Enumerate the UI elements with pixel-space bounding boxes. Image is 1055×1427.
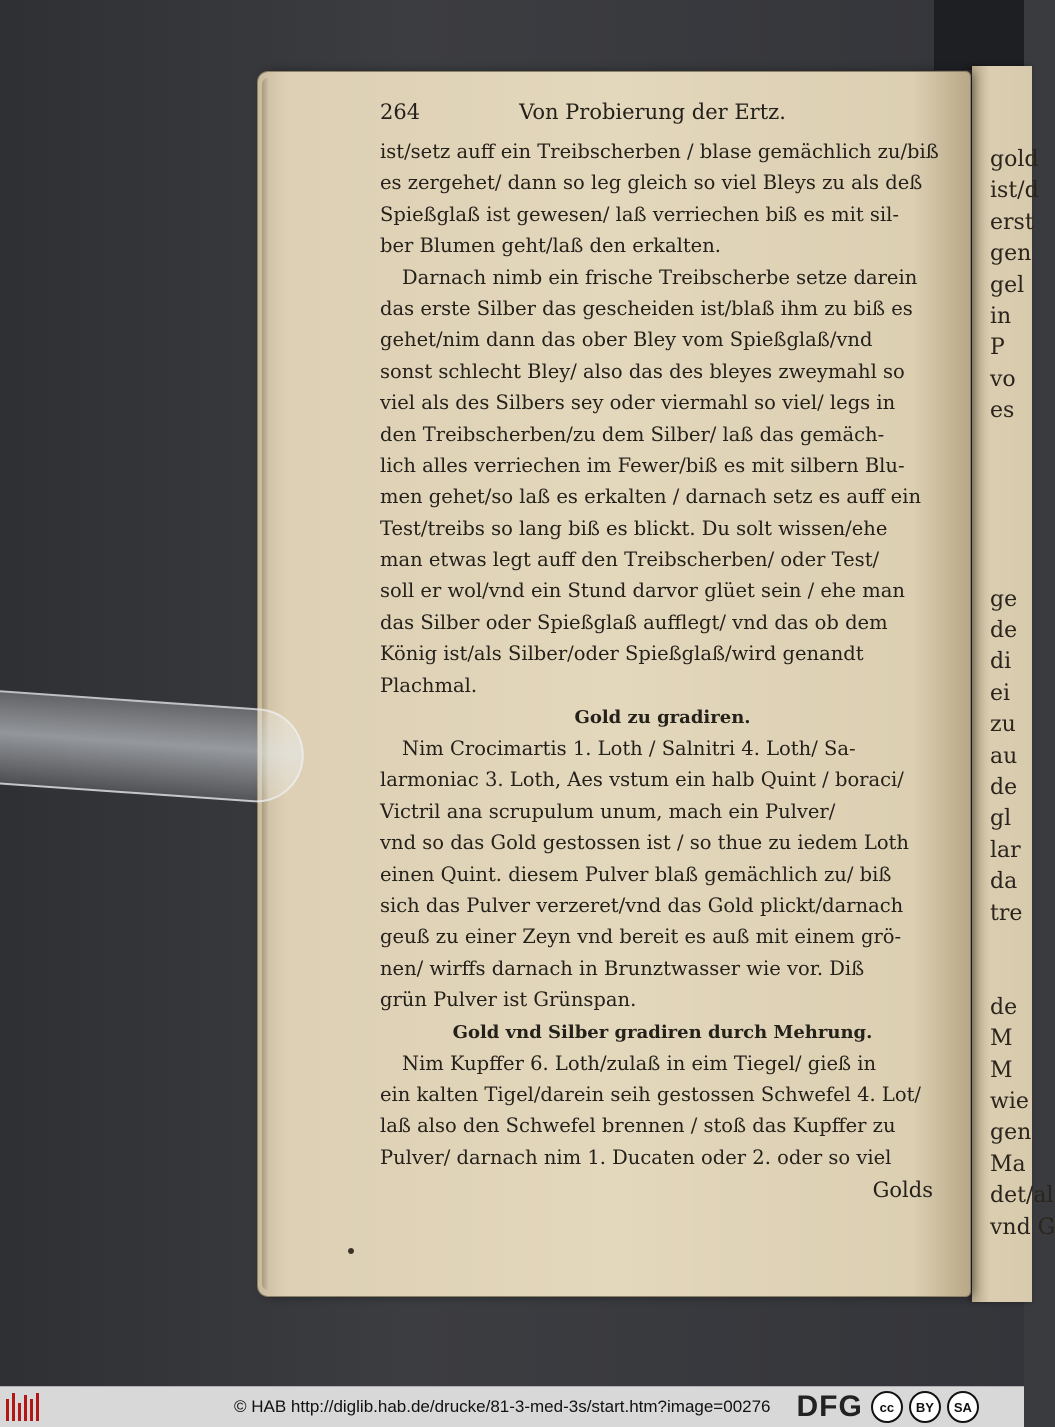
facing-page-fragment: lar <box>990 837 1021 863</box>
page-number: 264 <box>380 100 421 124</box>
text-line: man etwas legt auff den Treibscherben/ oder Test/ <box>380 548 880 572</box>
facing-page-fragment: gen <box>990 1120 1032 1146</box>
text-line: Nim Kupffer 6. Loth/zulaß in eim Tiegel/ gieß in <box>402 1051 877 1075</box>
text-line: Plachmal. <box>380 673 478 697</box>
facing-page-edge <box>972 66 1055 1302</box>
facing-page-fragment: ge <box>990 586 1018 612</box>
facing-page-fragment: zu <box>990 712 1016 738</box>
license-icons[interactable] <box>871 1391 979 1423</box>
text-line: laß also den Schwefel brennen / stoß das Kupffer zu <box>380 1114 896 1138</box>
facing-page-fragment: det/al <box>990 1183 1054 1209</box>
facing-page-fragment: Ma <box>990 1151 1026 1177</box>
facing-page-fragment: de <box>990 775 1018 800</box>
text-line: ist/setz auff ein Treibscherben / blase gemächlich zu/biß <box>380 140 939 163</box>
text-line: ein kalten Tigel/darein seih gestossen Schwefel 4. Lot/ <box>380 1082 922 1106</box>
text-line: Test/treibs so lang biß es blickt. Du solt wissen/ehe <box>380 516 888 540</box>
text-line: König ist/als Silber/oder Spießglaß/wird genandt <box>380 642 864 666</box>
page-fore-edge <box>262 78 270 1290</box>
body-text <box>380 136 945 1173</box>
by-attribution-icon: BY <box>909 1391 941 1423</box>
facing-page-fragment: di <box>990 649 1012 675</box>
text-line: Spießglaß ist gewesen/ laß verriechen biß es mit sil- <box>380 202 899 226</box>
section-heading: Gold vnd Silber gradiren durch Mehrung. <box>452 1021 873 1043</box>
signature-dot <box>348 1248 354 1254</box>
facing-page-fragment: gen <box>990 241 1032 267</box>
facing-page-fragment: de <box>990 994 1018 1020</box>
facing-page-fragment: in <box>990 304 1012 329</box>
running-head: Von Probierung der Ertz. <box>519 100 786 124</box>
facing-page-fragment: au <box>990 743 1018 769</box>
text-line: das Silber oder Spießglaß aufflegt/ vnd das ob dem <box>380 610 888 634</box>
facing-page-fragment: M <box>990 1026 1013 1052</box>
text-line: geuß zu einer Zeyn vnd bereit es auß mit einem grö- <box>380 925 902 949</box>
text-line: das erste Silber das gescheiden ist/blaß ihm zu biß es <box>380 296 913 320</box>
facing-page-fragment: gel <box>990 272 1025 298</box>
facing-page-fragment: vnd G <box>990 1214 1055 1240</box>
section-heading: Gold zu gradiren. <box>574 707 751 729</box>
text-line: es zergehet/ dann so leg gleich so viel Bleys zu als deß <box>380 171 923 195</box>
viewer-footer <box>0 1386 1024 1427</box>
text-line: Nim Crocimartis 1. Loth / Salnitri 4. Loth/ Sa- <box>402 737 856 761</box>
text-line: gehet/nim dann das ober Bley vom Spießglaß/vnd <box>380 328 873 352</box>
facing-page-fragment: ist/d <box>990 178 1039 204</box>
page-text <box>380 100 945 1207</box>
sa-share-alike-icon: SA <box>947 1391 979 1423</box>
facing-page-fragment: ei <box>990 680 1011 706</box>
text-line: ber Blumen geht/laß den erkalten. <box>380 234 721 258</box>
text-line: Darnach nimb ein frische Treibscherbe setze darein <box>402 265 918 289</box>
text-line: Victril ana scrupulum unum, mach ein Pulver/ <box>380 799 836 823</box>
page-header <box>380 100 945 136</box>
text-line: einen Quint. diesem Pulver blaß gemächlich zu/ biß <box>380 862 892 886</box>
text-line: Pulver/ darnach nim 1. Ducaten oder 2. oder so viel <box>380 1145 892 1169</box>
facing-page-fragment: erst <box>990 209 1034 235</box>
text-line: den Treibscherben/zu dem Silber/ laß das gemäch- <box>380 422 885 446</box>
catchword: Golds <box>872 1178 933 1203</box>
facing-page-fragment: es <box>990 398 1015 424</box>
hab-logo-icon <box>6 1393 46 1421</box>
text-line: larmoniac 3. Loth, Aes vstum ein halb Quint / boraci/ <box>380 768 904 792</box>
text-line: nen/ wirffs darnach in Brunztwasser wie vor. Diß <box>380 956 865 980</box>
text-line: vnd so das Gold gestossen ist / so thue zu iedem Loth <box>380 831 909 855</box>
source-credit-link[interactable]: © HAB http://diglib.hab.de/drucke/81-3-med-3s/start.htm?image=00276 <box>234 1397 771 1416</box>
facing-page-fragment: gl <box>990 806 1012 832</box>
facing-page-fragment: P <box>990 335 1005 361</box>
text-line: lich alles verriechen im Fewer/biß es mit silbern Blu- <box>380 453 905 477</box>
text-line: sonst schlecht Bley/ also das des bleyes zweymahl so <box>380 359 905 383</box>
scan-dark-corner <box>934 0 1024 70</box>
text-line: men gehet/so laß es erkalten / darnach setz es auff ein <box>380 485 922 509</box>
facing-page-fragment: vo <box>990 366 1016 392</box>
facing-page-fragment: M <box>990 1057 1013 1083</box>
dfg-logo: DFG <box>796 1390 863 1423</box>
cc-license-icon: cc <box>871 1391 903 1423</box>
text-line: grün Pulver ist Grünspan. <box>380 988 637 1012</box>
text-line: viel als des Silbers sey oder viermahl so viel/ legs in <box>380 391 896 415</box>
facing-page-fragment: gold <box>990 147 1039 172</box>
facing-page-fragment: wie <box>990 1089 1029 1114</box>
text-line: soll er wol/vnd ein Stund darvor glüet sein / ehe man <box>380 579 905 603</box>
facing-page-fragment: tre <box>990 900 1023 926</box>
facing-page-fragment: de <box>990 618 1018 643</box>
text-line: sich das Pulver verzeret/vnd das Gold plickt/darnach <box>380 893 904 917</box>
facing-page-fragment: da <box>990 869 1018 895</box>
